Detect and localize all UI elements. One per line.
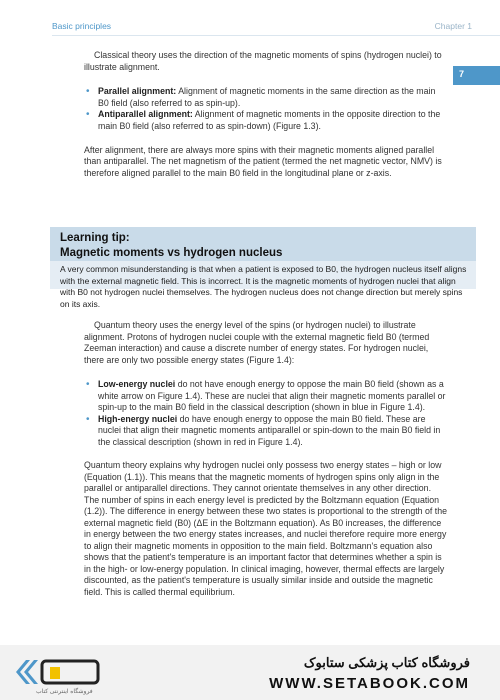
list-term: Parallel alignment: [98,86,177,97]
page-number-tab [453,66,500,85]
intro-paragraph: Classical theory uses the direction of the magnetic moments of spins (hydrogen nuclei) to illustrate alignment. [84,50,442,72]
list-text: do have enough energy to oppose the main B0 field. These are nuclei that align their magnetic moments antiparallel or spin-down to the main B0 field in the classical description (shown in red in Figure 1.4). [98,413,441,447]
boltzmann-paragraph: Quantum theory explains why hydrogen nuclei only possess two energy states – high or low (Equation (1.1)). This means that the magnetic moments of hydrogen spins only align in the parallel or antiparallel directions. They cannot orientate themselves in any other direction. The number of spins in each energy level is predicted by the Boltzmann equation (Equation (1.2)). The difference in energy between these two states is proportional to the strength of the external magnetic field (B0) (ΔE in the Boltzmann equation). As B0 increases, the difference in energy between the two energy states increases, and nuclei therefore require more energy to align their magnetic moments in opposition to the main field. Boltzmann's equation also shows that the patient's temperature is an important factor that determines whether a spin is in the high- or low-energy population. In clinical imaging, however, thermal effects are largely discounted, as the patient's temperature is usually similar inside and outside the magnetic field. This is called thermal equilibrium. [84,460,448,597]
bullet-icon: • [86,86,90,98]
list-item [84,414,448,449]
list-item [84,109,448,132]
learning-tip-subtitle: Magnetic moments vs hydrogen nucleus [60,247,283,259]
learning-tip-body: A very common misunderstanding is that when a patient is exposed to B0, the hydrogen nucleus itself aligns with the external magnetic field. This is incorrect. It is the magnetic moments of hydrogen nuclei that align with B0 not hydrogen nuclei themselves. The hydrogen nucleus does not change direction but merely spins on its axis. [60,264,467,310]
logo-subtitle: فروشگاه اینترنتی کتاب [36,689,93,695]
energy-list [84,379,448,448]
list-text: Alignment of magnetic moments in the opposite direction to the main B0 field (also referred to as spin-down) (Figure 1.3). [98,109,441,131]
quantum-paragraph: Quantum theory uses the energy level of the spins (or hydrogen nuclei) to illustrate alignment. Protons of hydrogen nuclei couple with the external magnetic field B0 (termed Zeeman interaction) and cause a discrete number of energy states. For hydrogen nuclei, there are only two possible energy states (Figure 1.4): [84,320,430,365]
bullet-icon: • [86,413,90,425]
page-number: 7 [459,69,465,79]
list-term: Antiparallel alignment: [98,109,193,120]
body-section-1 [84,50,448,179]
list-term: Low-energy nuclei [98,379,176,389]
store-url[interactable]: WWW.SETABOOK.COM [269,675,470,692]
running-head-right: Chapter 1 [434,21,472,31]
page-header [0,0,500,34]
nmv-paragraph: After alignment, there are always more spins with their magnetic moments aligned parallel than antiparallel. The net magnetism of the patient (termed the net magnetic vector, NMV) is therefore aligned parallel to the main B0 field in the longitudinal plane or z-axis. [84,144,442,178]
learning-tip-title: Learning tip: [60,232,130,244]
bullet-icon: • [86,379,90,390]
alignment-list [84,86,448,132]
list-text: Alignment of magnetic moments in the same direction as the main B0 field (also referred to as spin-up). [98,86,436,108]
store-name: فروشگاه کتاب پزشکی ستابوک [303,655,470,670]
body-section-2 [84,320,448,598]
header-rule [52,35,500,36]
list-item [84,86,448,109]
list-term: High-energy nuclei [98,413,178,424]
running-head-left: Basic principles [52,21,112,31]
list-text: do not have enough energy to oppose the main B0 field (shown as a white arrow on Figure 1.4). These are nuclei that align their magnetic moments parallel or spin-up to the main B0 field in the classical description (shown in blue in Figure 1.4). [98,379,446,412]
bullet-icon: • [86,109,90,121]
list-item [84,379,448,414]
